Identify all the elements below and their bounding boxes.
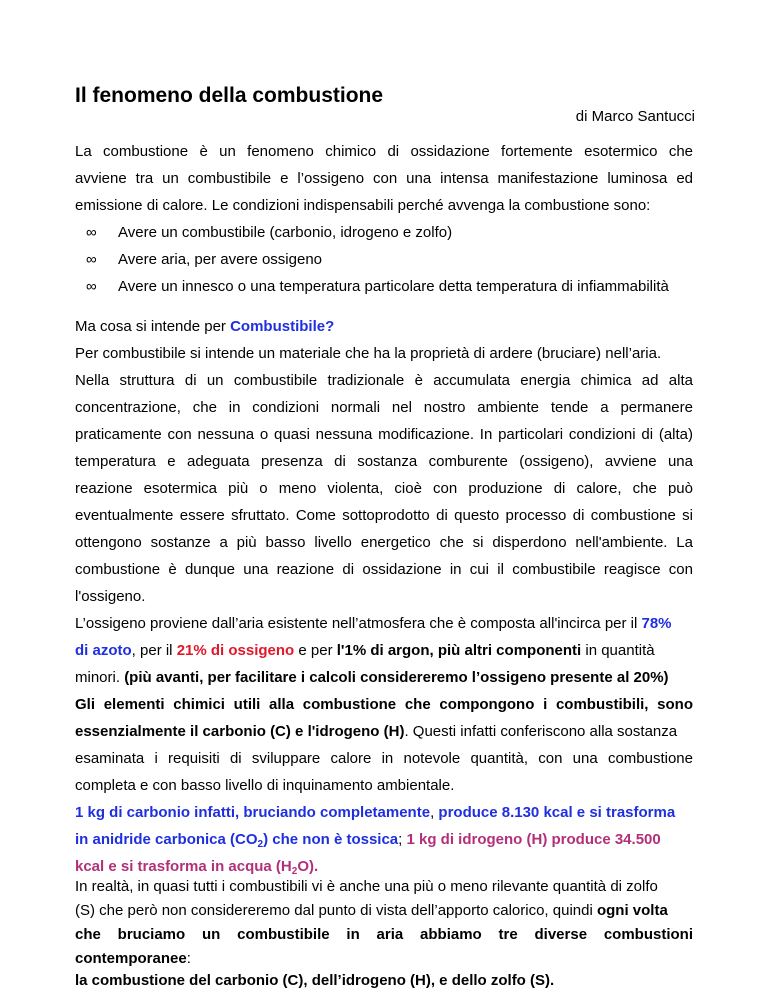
carbon-line-2 xyxy=(75,831,693,849)
carbon-line-1-a: 1 kg di carbonio infatti, bruciando completamente xyxy=(75,804,431,821)
sulfur-line-2-a: (S) che però non considereremo dal punto di vista dell’apporto calorico, quindi xyxy=(75,902,597,919)
elements-line-3: esaminata i requisiti di sviluppare calore in notevole quantità, con una combustione xyxy=(75,750,693,767)
bullet-infinity-icon: ∞ xyxy=(86,251,97,268)
definition-line-7: eventualmente essere sfruttato. Come sottoprodotto di questo processo di combustione si xyxy=(75,507,693,524)
intro-line-1: La combustione è un fenomeno chimico di ossidazione fortemente esotermico che xyxy=(75,143,693,160)
air-line-2-b: e per xyxy=(294,642,337,659)
bullet-item-air: Avere aria, per avere ossigeno xyxy=(118,251,323,268)
carbon-line-1-comma: , xyxy=(430,804,435,821)
elements-line-2 xyxy=(75,723,693,741)
oxygen-percent: 21% di ossigeno xyxy=(176,642,295,659)
air-line-1-text: L’ossigeno proviene dall’aria esistente nell’atmosfera che è composta all'incirca per il xyxy=(75,615,642,632)
question-term: Combustibile? xyxy=(230,318,335,335)
definition-line-10: l'ossigeno. xyxy=(75,588,146,605)
definition-line-2: Nella struttura di un combustibile tradizionale è accumulata energia chimica ad alta xyxy=(75,372,693,389)
question-line xyxy=(75,318,693,336)
document-title: Il fenomeno della combustione xyxy=(75,84,384,107)
air-line-2-a: , per il xyxy=(131,642,177,659)
intro-line-2: avviene tra un combustibile e l’ossigeno con una intensa manifestazione luminosa ed xyxy=(75,170,693,187)
nitrogen-percent: 78% xyxy=(641,615,672,632)
definition-line-6: reazione esotermica più o meno violenta, cioè con produzione di calore, che può xyxy=(75,480,693,497)
water-text: kcal e si trasforma in acqua (H xyxy=(75,858,292,875)
carbon-line-1 xyxy=(75,804,693,822)
air-line-3 xyxy=(75,669,693,687)
definition-line-1: Per combustibile si intende un materiale che ha la proprietà di ardere (bruciare) nell’aria. xyxy=(75,345,662,362)
hydrogen-text: 1 kg di idrogeno (H) produce 34.500 xyxy=(406,831,661,848)
definition-line-3: concentrazione, che in condizioni normali nel nostro ambiente tende a permanere xyxy=(75,399,693,416)
definition-line-8: ottengono sostanze a più basso livello energetico che si disperdono nell'ambiente. La xyxy=(75,534,693,551)
sulfur-line-1: In realtà, in quasi tutti i combustibili vi è anche una più o meno rilevante quantità di zolfo xyxy=(75,878,658,895)
bullet-item-combustible: Avere un combustibile (carbonio, idrogeno e zolfo) xyxy=(118,224,453,241)
air-line-3-a: minori. xyxy=(75,669,125,686)
h2o-subscript: 2 xyxy=(291,866,298,877)
nitrogen-label: di azoto xyxy=(75,642,132,659)
sulfur-line-3: che bruciamo un combustibile in aria abbiamo tre diverse combustioni xyxy=(75,926,693,943)
elements-line-2-bold: essenzialmente il carbonio (C) e l'idrogeno (H) xyxy=(75,723,405,740)
air-line-1 xyxy=(75,615,693,633)
sulfur-line-4-rest: : xyxy=(186,950,191,967)
air-line-2 xyxy=(75,642,693,660)
bullet-infinity-icon: ∞ xyxy=(86,224,97,241)
bullet-infinity-icon: ∞ xyxy=(86,278,97,295)
elements-line-4: completa e con basso livello di inquinamento ambientale. xyxy=(75,777,455,794)
air-line-2-c: in quantità xyxy=(581,642,655,659)
intro-line-3: emissione di calore. Le condizioni indispensabili perché avvenga la combustione sono: xyxy=(75,197,651,214)
co2-text: in anidride carbonica (CO xyxy=(75,831,258,848)
oxygen-note: (più avanti, per facilitare i calcoli considereremo l’ossigeno presente al 20%) xyxy=(124,669,669,686)
sulfur-line-2 xyxy=(75,902,693,920)
co2-text-end: ) che non è tossica xyxy=(263,831,399,848)
elements-line-2-rest: . Questi infatti conferiscono alla sostanza xyxy=(404,723,678,740)
carbon-line-3 xyxy=(75,858,693,876)
co2-subscript: 2 xyxy=(257,839,264,850)
sulfur-line-5: la combustione del carbonio (C), dell’idrogeno (H), e dello zolfo (S). xyxy=(75,972,555,989)
sulfur-line-4 xyxy=(75,950,693,968)
carbon-line-1-b: produce 8.130 kcal e si trasforma xyxy=(434,804,676,821)
definition-line-5: temperatura e adeguata presenza di sostanza comburente (ossigeno), avviene una xyxy=(75,453,693,470)
water-text-end: O). xyxy=(297,858,319,875)
carbon-line-2-sep: ; xyxy=(398,831,407,848)
question-prefix: Ma cosa si intende per xyxy=(75,318,231,335)
bullet-item-ignition: Avere un innesco o una temperatura particolare detta temperatura di infiammabilità xyxy=(118,278,669,295)
elements-line-1: Gli elementi chimici utili alla combustione che compongono i combustibili, sono xyxy=(75,696,693,713)
sulfur-line-4-bold: contemporanee xyxy=(75,950,187,967)
argon-percent: l'1% di argon, più altri componenti xyxy=(336,642,582,659)
sulfur-line-2-bold: ogni volta xyxy=(596,902,668,919)
definition-line-9: combustione è dunque una reazione di ossidazione in cui il combustibile reagisce con xyxy=(75,561,693,578)
definition-line-4: praticamente con nessuna o quasi nessuna modificazione. In particolari condizioni di (alta) xyxy=(75,426,693,443)
author-line: di Marco Santucci xyxy=(575,108,695,125)
